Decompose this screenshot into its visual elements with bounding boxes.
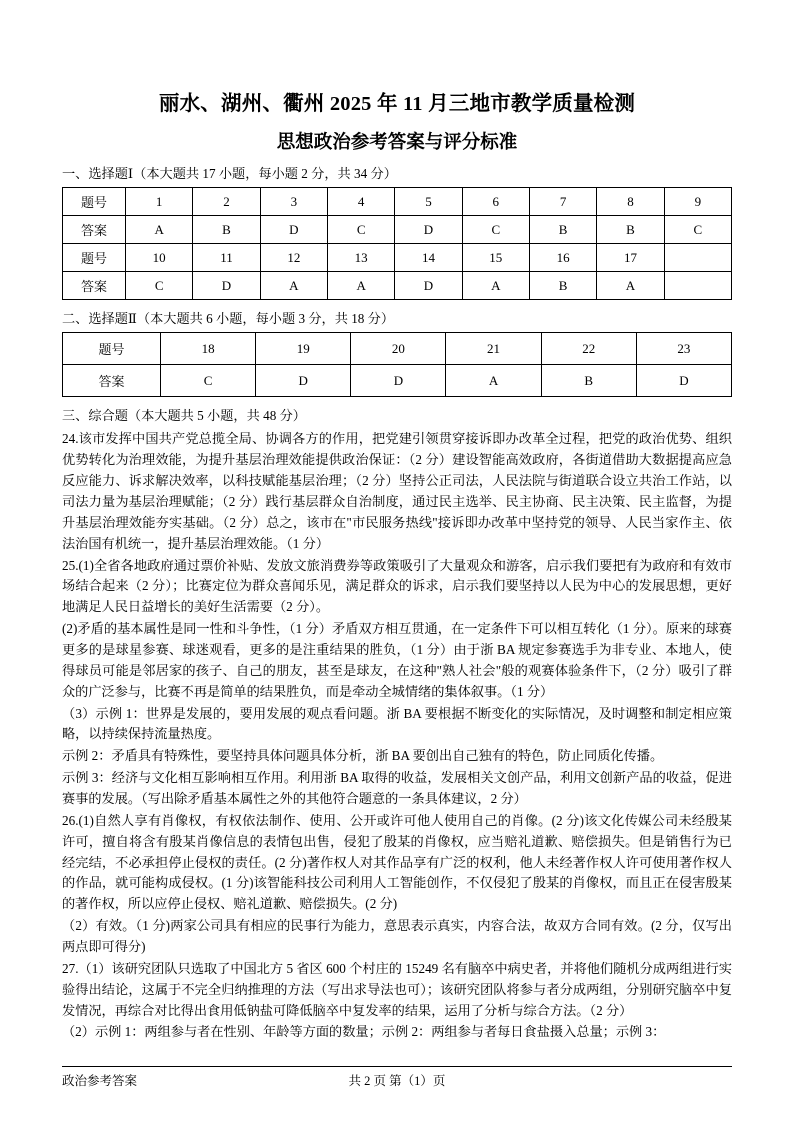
cell-answer: A xyxy=(446,365,541,397)
answer-paragraph-26-2: （2）有效。（1 分)两家公司具有相应的民事行为能力，意思表示真实，内容合法，故双方合同有效。(2 分，仅写出两点即可得分) xyxy=(62,918,732,955)
answer-paragraph-24: 24.该市发挥中国共产党总揽全局、协调各方的作用，把党建引领贯穿接诉即办改革全过程，把党的政治优势、组织优势转化为治理效能，为提升基层治理效能提供政治保证：（2 分）建设智能高效政府，各街道借助大数据提高应急反应能力、诉求解决效率，以科技赋能基层治理；（2 分）坚持公正司法，人民法院与街道联合设立共治工作站，以司法力量为基层治理赋能；（2 分）践行基层群众自治制度，通过民主选举、民主协商、民主决策、民主监督，为提升基层治理效能夯实基础。（2 分）总之，该市在"市民服务热线"接诉即办改革中坚持党的领导、人民当家作主、依法治国有机统一，提升基层治理效能。（1 分） xyxy=(62,431,732,551)
answer-paragraph-27-1: 27.（1）该研究团队只选取了中国北方 5 省区 600 个村庄的 15249 名有脑卒中病史者，并将他们随机分成两组进行实验得出结论，这属于不完全归纳推理的方法（写出求导法也可）；该研究团队将参与者分成两组，分别研究脑卒中复发情况，再综合对比得出食用低钠盐可降低脑卒中复发率的结果，运用了分析与综合方法。（2 分） xyxy=(62,960,732,1018)
page-footer xyxy=(62,1071,732,1089)
row-label-answer: 答案 xyxy=(63,365,161,397)
cell-question-number: 6 xyxy=(462,188,529,216)
answer-paragraph-25-3-example-3: 示例 3：经济与文化相互影响相互作用。利用浙 BA 取得的收益，发展相关文创产品，利用文创新产品的收益，促进赛事的发展。（写出除矛盾基本属性之外的其他符合题意的一条具体建议，2 分） xyxy=(62,770,732,807)
page-subtitle: 思想政治参考答案与评分标准 xyxy=(276,133,518,153)
cell-question-number: 18 xyxy=(161,333,256,365)
cell-answer: D xyxy=(395,272,462,300)
cell-question-number: 15 xyxy=(462,244,529,272)
answer-paragraph-25-3-example-2: 示例 2：矛盾具有特殊性，要坚持具体问题具体分析，浙 BA 要创出自己独有的特色，防止同质化传播。 xyxy=(62,748,664,764)
cell-answer: A xyxy=(126,216,193,244)
row-label-answer: 答案 xyxy=(63,216,126,244)
cell-question-number: 2 xyxy=(193,188,260,216)
cell-answer: C xyxy=(327,216,394,244)
cell-question-number: 20 xyxy=(351,333,446,365)
row-label-question: 题号 xyxy=(63,333,161,365)
cell-answer: D xyxy=(351,365,446,397)
cell-answer: B xyxy=(597,216,664,244)
cell-answer: D xyxy=(636,365,731,397)
section-3-heading: 三、综合题（本大题共 5 小题，共 48 分） xyxy=(62,408,306,424)
answer-paragraph-26-1: 26.(1)自然人享有肖像权，有权依法制作、使用、公开或许可他人使用自己的肖像。(2 分)该文化传媒公司未经殷某许可，擅自将含有殷某肖像信息的表情包出售，侵犯了殷某的肖像权，应当赔礼道歉、赔偿损失。但是销售行为已经完结，不必承担停止侵权的责任。(2 分)著作权人对其作品享有广泛的权利，他人未经著作权人许可使用著作权人的作品，就可能构成侵权。(1 分)该智能科技公司利用人工智能创作，不仅侵犯了殷某的肖像权，而且正在侵害殷某的著作权，所以应停止侵权、赔礼道歉、赔偿损失。(2 分) xyxy=(62,812,732,912)
cell-question-number: 22 xyxy=(541,333,636,365)
cell-question-number: 10 xyxy=(126,244,193,272)
cell-answer: A xyxy=(260,272,327,300)
cell-answer: C xyxy=(161,365,256,397)
cell-question-number: 7 xyxy=(529,188,596,216)
cell-answer: B xyxy=(529,216,596,244)
answer-paragraph-25-3-example-1: （3）示例 1：世界是发展的，要用发展的观点看问题。浙 BA 要根据不断变化的实际情况，及时调整和制定相应策略，以持续保持流量热度。 xyxy=(62,705,732,742)
table-row xyxy=(63,188,732,216)
answer-paragraph-25-2: (2)矛盾的基本属性是同一性和斗争性，（1 分）矛盾双方相互贯通，在一定条件下可以相互转化（1 分）。原来的球赛更多的是球星参赛、球迷观看，更多的是注重结果的胜负，（1 分）由于浙 BA 规定参赛选手为非专业、本地人，使得球员可能是邻居家的孩子、自己的朋友，甚至是球友，在这种"熟人社会"般的观赛体验条件下，（2 分）吸引了群众的广泛参与，比赛不再是简单的结果胜负，而是牵动全城情绪的集体叙事。（1 分） xyxy=(62,621,732,699)
cell-answer: B xyxy=(193,216,260,244)
row-label-answer: 答案 xyxy=(63,272,126,300)
table-row xyxy=(63,244,732,272)
footer-label: 政治参考答案 xyxy=(62,1074,138,1088)
cell-answer: B xyxy=(529,272,596,300)
row-label-question: 题号 xyxy=(63,244,126,272)
cell-answer: A xyxy=(327,272,394,300)
cell-answer: D xyxy=(193,272,260,300)
cell-question-number: 16 xyxy=(529,244,596,272)
cell-question-number: 3 xyxy=(260,188,327,216)
answer-table-section-2 xyxy=(62,332,732,397)
cell-answer: D xyxy=(260,216,327,244)
table-row xyxy=(63,272,732,300)
cell-question-number: 12 xyxy=(260,244,327,272)
section-2-heading: 二、选择题Ⅱ（本大题共 6 小题，每小题 3 分，共 18 分） xyxy=(62,311,395,327)
footer-page-number: 共 2 页 第（1）页 xyxy=(348,1074,446,1088)
cell-answer: D xyxy=(256,365,351,397)
cell-empty xyxy=(664,272,731,300)
cell-question-number: 14 xyxy=(395,244,462,272)
table-row xyxy=(63,365,732,397)
cell-question-number: 13 xyxy=(327,244,394,272)
footer-divider xyxy=(62,1066,732,1067)
cell-question-number: 11 xyxy=(193,244,260,272)
answer-paragraph-27-2: （2）示例 1：两组参与者在性别、年龄等方面的数量；示例 2：两组参与者每日食盐摄入总量；示例 3： xyxy=(62,1024,666,1040)
cell-answer: B xyxy=(541,365,636,397)
cell-question-number: 5 xyxy=(395,188,462,216)
table-row xyxy=(63,333,732,365)
cell-question-number: 1 xyxy=(126,188,193,216)
cell-question-number: 9 xyxy=(664,188,731,216)
cell-question-number: 17 xyxy=(597,244,664,272)
cell-question-number: 21 xyxy=(446,333,541,365)
cell-question-number: 23 xyxy=(636,333,731,365)
answer-paragraph-25-1: 25.(1)全省各地政府通过票价补贴、发放文旅消费券等政策吸引了大量观众和游客，启示我们要把有为政府和有效市场结合起来（2 分）；比赛定位为群众喜闻乐见，满足群众的诉求，启示我们要坚持以人民为中心的发展思想，更好地满足人民日益增长的美好生活需要（2 分）。 xyxy=(62,557,732,615)
cell-answer: A xyxy=(462,272,529,300)
section-1-heading: 一、选择题Ⅰ（本大题共 17 小题，每小题 2 分，共 34 分） xyxy=(62,166,397,181)
table-row xyxy=(63,216,732,244)
cell-answer: C xyxy=(126,272,193,300)
cell-question-number: 8 xyxy=(597,188,664,216)
cell-empty xyxy=(664,244,731,272)
cell-question-number: 4 xyxy=(327,188,394,216)
row-label-question: 题号 xyxy=(63,188,126,216)
page-title: 丽水、湖州、衢州 2025 年 11 月三地市教学质量检测 xyxy=(158,93,636,115)
cell-question-number: 19 xyxy=(256,333,351,365)
cell-answer: D xyxy=(395,216,462,244)
cell-answer: A xyxy=(597,272,664,300)
cell-answer: C xyxy=(664,216,731,244)
answer-table-section-1 xyxy=(62,187,732,300)
cell-answer: C xyxy=(462,216,529,244)
